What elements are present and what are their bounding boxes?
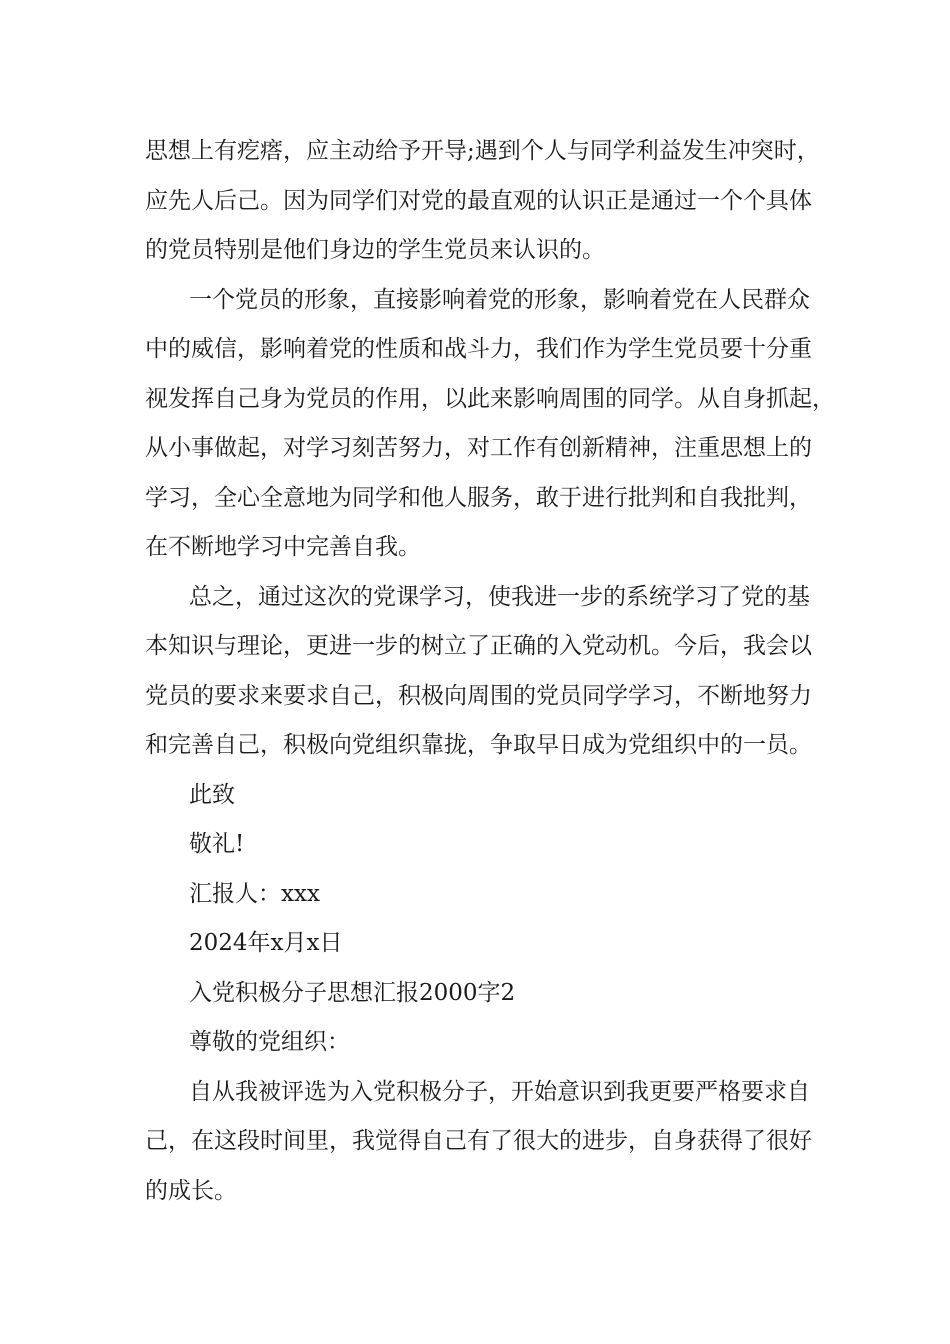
body-line: 应先人后己。因为同学们对党的最直观的认识正是通过一个个具体: [145, 187, 812, 214]
reporter-line: 汇报人：xxx: [189, 880, 320, 907]
body-line: 和完善自己，积极向党组织靠拢，争取早日成为党组织中的一员。: [145, 732, 812, 758]
document-body: [145, 127, 835, 1216]
greeting-line: 尊敬的党组织：: [189, 1029, 350, 1055]
body-line: 己，在这段时间里，我觉得自己有了很大的进步，自身获得了很好: [145, 1128, 812, 1154]
salutation-line: 敬礼!: [189, 831, 245, 857]
body-line: 在不断地学习中完善自我。: [145, 534, 421, 560]
body-line: 从小事做起，对学习刻苦努力，对工作有创新精神，注重思想上的: [145, 435, 812, 461]
closing-line: 此致: [189, 781, 235, 808]
body-line: 一个党员的形象，直接影响着党的形象，影响着党在人民群众: [189, 286, 810, 313]
section-title: 入党积极分子思想汇报2000字2: [189, 979, 516, 1006]
body-line: 中的威信，影响着党的性质和战斗力，我们作为学生党员要十分重: [145, 336, 812, 362]
body-line: 的成长。: [145, 1177, 237, 1204]
body-line: 思想上有疙瘩，应主动给予开导;遇到个人与同学利益发生冲突时，: [145, 138, 820, 164]
body-line: 学习，全心全意地为同学和他人服务，敢于进行批判和自我批判，: [145, 484, 812, 511]
body-line: 总之，通过这次的党课学习，使我进一步的系统学习了党的基: [189, 583, 810, 610]
body-line: 的党员特别是他们身边的学生党员来认识的。: [145, 237, 605, 263]
body-line: 党员的要求来要求自己，积极向周围的党员同学学习，不断地努力: [145, 682, 812, 709]
body-line: 视发挥自己身为党员的作用，以此来影响周围的同学。从自身抓起，: [145, 385, 835, 412]
body-line: 自从我被评选为入党积极分子，开始意识到我更要严格要求自: [189, 1078, 810, 1105]
date-line: 2024年x月x日: [189, 930, 343, 956]
body-line: 本知识与理论，更进一步的树立了正确的入党动机。今后，我会以: [145, 633, 812, 659]
